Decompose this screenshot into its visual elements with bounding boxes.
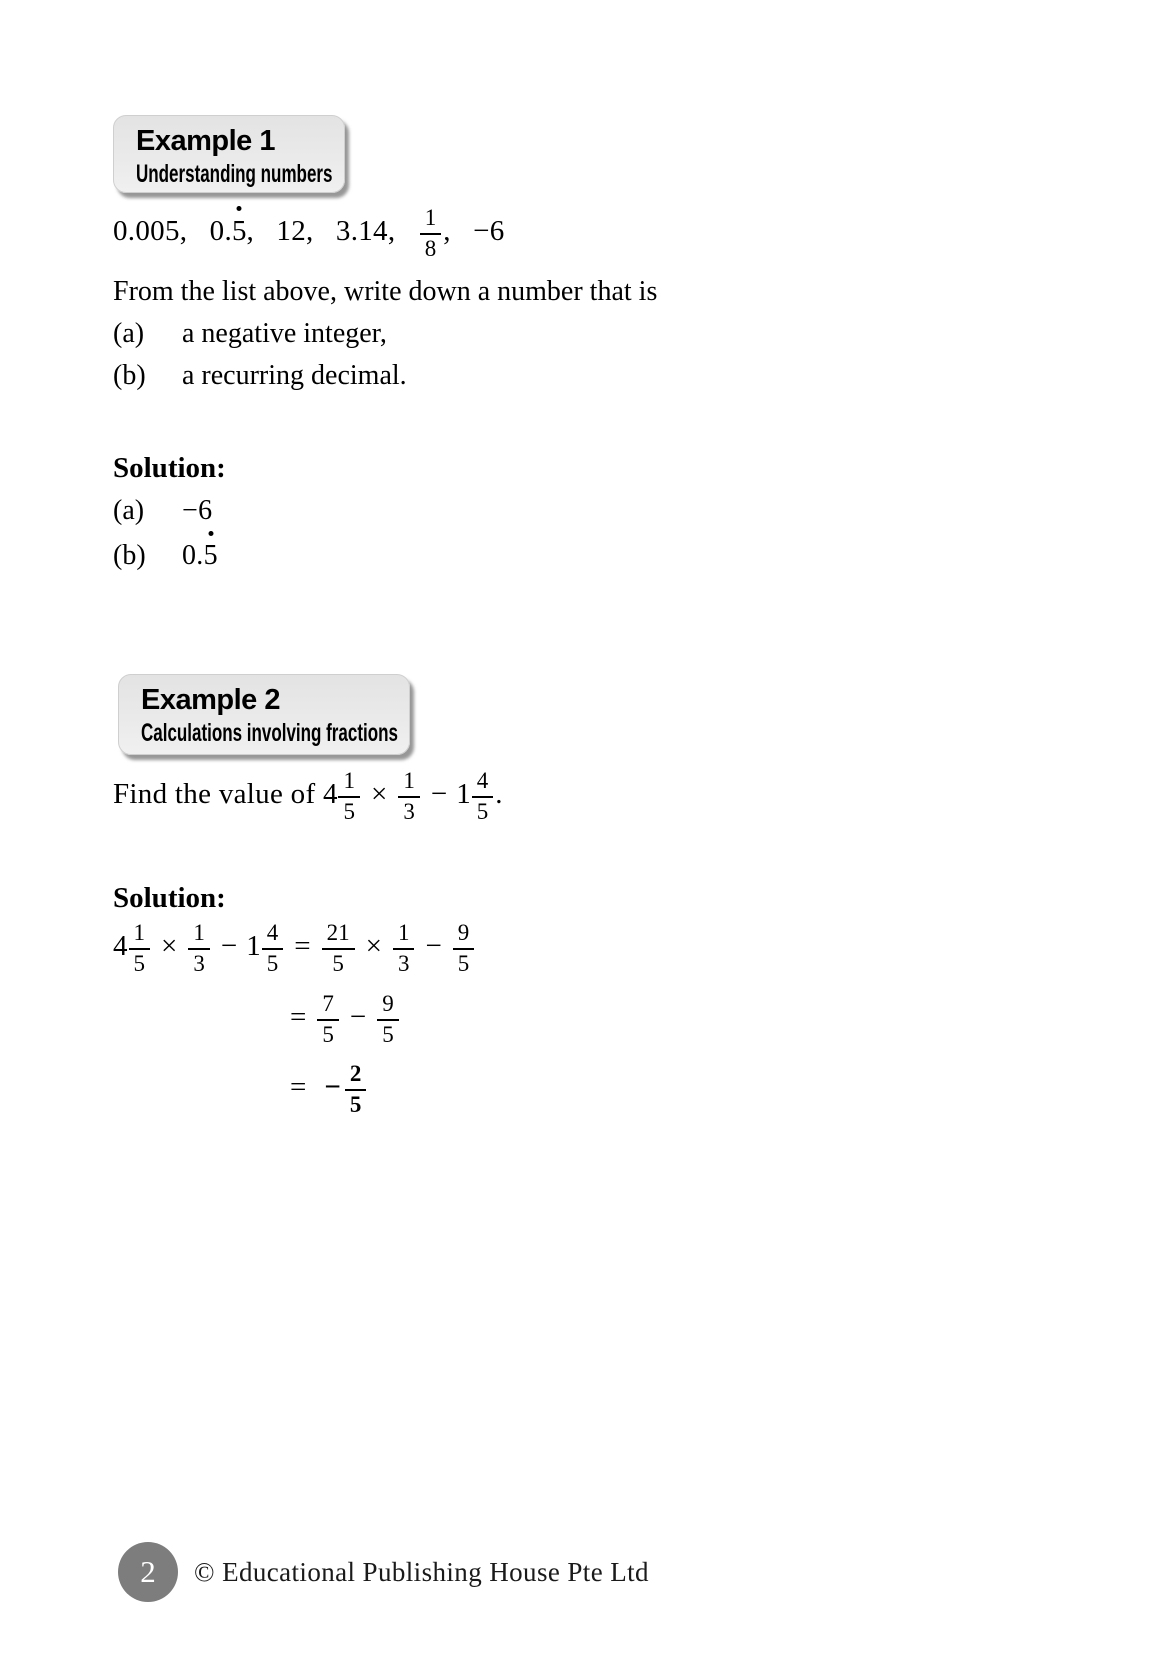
example1-answer-a [113,495,212,527]
math-operator: = [290,1070,307,1103]
part-label: (b) [113,360,146,391]
math-text: , 12, 3.14, [246,214,418,247]
part-label: (a) [113,318,145,349]
recurring-digit: 5 [204,540,218,572]
fraction: $\frac{2}{5}$ [345,1061,367,1118]
fraction: $\frac{1}{8}$ [420,205,442,262]
math-text: 0.005, 0. [113,214,232,247]
math-operator: = [290,1000,307,1033]
example2-box [118,674,410,755]
example1-part-b [113,360,407,392]
example2-question [113,768,503,825]
answer-label: (b) [113,540,146,571]
fraction: $\frac{4}{5}$ [472,768,494,825]
page-number-badge [118,1542,178,1602]
page-number: 2 [140,1554,156,1589]
math-operator: − [425,929,442,962]
fraction: $\frac{21}{5}$ [322,920,355,977]
fraction: $\frac{1}{3}$ [188,920,210,977]
working-line-2 [281,991,401,1048]
example2-title: Example 2 [141,684,280,716]
fraction: $\frac{7}{5}$ [317,991,339,1048]
math-operator: − [324,1070,341,1103]
recurring-digit: 5 [232,215,247,248]
math-text: . [495,777,503,810]
math-text: −6 [182,495,213,526]
math-operator: × [370,777,388,810]
mixed-number: 1 $\frac{4}{5}$ [246,930,285,962]
answer-value [182,495,212,527]
example1-question: From the list above, write down a number that is [113,276,658,307]
example1-subtitle: Understanding numbers [136,160,333,188]
part-text: a recurring decimal. [182,360,407,391]
copyright-text: © Educational Publishing House Pte Ltd [194,1556,649,1587]
fraction: $\frac{1}{3}$ [393,920,415,977]
working-line-1 [113,920,476,977]
fraction: $\frac{9}{5}$ [453,920,475,977]
part-text: a negative integer, [182,318,387,349]
answer-label: (a) [113,495,145,526]
math-operator: − [220,929,238,962]
math-operator: − [430,777,448,810]
math-text: 0. [182,540,204,571]
mixed-number: 4 $\frac{1}{5}$ [323,778,362,810]
fraction: $\frac{4}{5}$ [262,920,284,977]
example1-answer-b [113,540,218,572]
example1-box [113,115,345,193]
example1-title: Example 1 [136,125,275,157]
math-operator: × [161,929,178,962]
fraction: $\frac{1}{3}$ [398,768,420,825]
mixed-number: 4 $\frac{1}{5}$ [113,930,152,962]
example1-solution-heading: Solution: [113,452,226,484]
fraction: $\frac{1}{5}$ [338,768,360,825]
math-operator: = [294,929,311,962]
example1-part-a [113,318,387,350]
mixed-number: 1 $\frac{4}{5}$ [456,778,495,810]
math-text: Find the value of [113,777,323,810]
fraction: $\frac{9}{5}$ [377,991,399,1048]
fraction: $\frac{1}{5}$ [129,920,151,977]
working-line-3 [281,1061,368,1118]
example1-number-list [113,205,505,262]
math-operator: − [349,1000,367,1033]
page-footer [118,1542,649,1602]
example2-solution-heading: Solution: [113,882,226,914]
answer-value [182,540,218,572]
math-operator: × [365,929,382,962]
example2-subtitle: Calculations involving fractions [141,719,398,747]
math-text: , −6 [443,214,505,247]
